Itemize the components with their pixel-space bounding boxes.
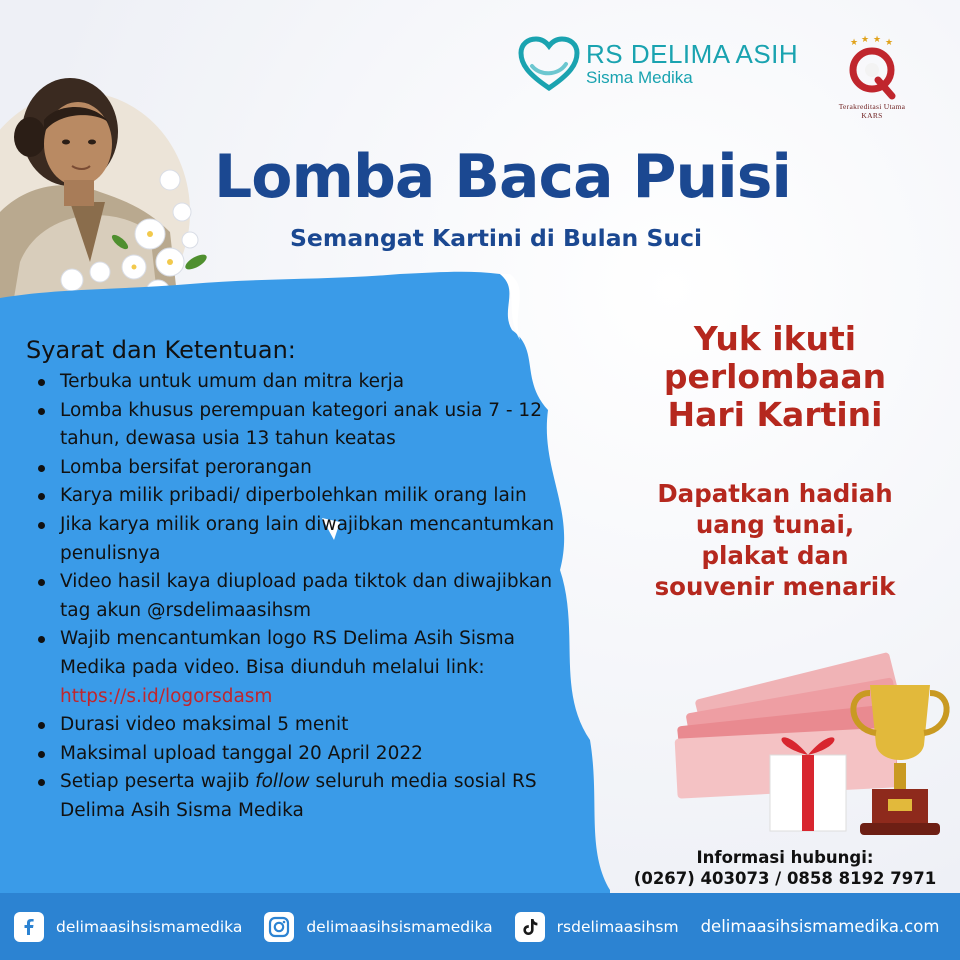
rule-logo-text: Wajib mencantumkan logo RS Delima Asih Sisma Medika pada video. Bisa diunduh melalui link:	[60, 628, 515, 678]
rule-item: Lomba bersifat perorangan	[26, 454, 566, 483]
rule-item-follow	[26, 768, 566, 825]
facebook-handle: delimaasihsismamedika	[56, 917, 243, 936]
page-subtitle: Semangat Kartini di Bulan Suci	[290, 224, 703, 252]
rule-item: Lomba khusus perempuan kategori anak usia 7 - 12 tahun, dewasa usia 13 tahun keatas	[26, 397, 566, 454]
rules-section	[26, 336, 566, 826]
brand-name: RS DELIMA ASIH	[586, 39, 799, 69]
website-link[interactable]: delimaasihsismamedika.com	[700, 917, 940, 936]
rules-list	[26, 368, 566, 826]
tiktok-icon	[515, 912, 545, 942]
contact-info	[630, 848, 940, 890]
promo-line: Hari Kartini	[667, 395, 883, 434]
accreditation-seal-icon	[844, 34, 900, 104]
rule-item: Durasi video maksimal 5 menit	[26, 711, 566, 740]
svg-text:★: ★	[861, 35, 870, 45]
facebook-icon	[14, 912, 44, 942]
logo-download-link[interactable]: https://s.id/logorsdasm	[60, 685, 273, 707]
instagram-link[interactable]	[264, 912, 492, 942]
prize-line: uang tunai,	[695, 510, 855, 539]
prizes-illustration	[670, 625, 960, 845]
svg-text:★: ★	[850, 38, 859, 48]
rule-item: Jika karya milik orang lain diwajibkan mencantumkan penulisnya	[26, 511, 566, 568]
promo-line: perlombaan	[663, 357, 887, 396]
page-title: Lomba Baca Puisi	[214, 142, 791, 212]
tiktok-link[interactable]	[515, 912, 679, 942]
heart-logo-icon	[518, 36, 580, 92]
contact-phones[interactable]: (0267) 403073 / 0858 8192 7971	[633, 869, 937, 888]
rule-item: Video hasil kaya diupload pada tiktok dan diwajibkan tag akun @rsdelimaasihsm	[26, 568, 566, 625]
follow-word: follow	[255, 771, 310, 793]
accreditation-badge	[832, 34, 912, 120]
prize-line: souvenir menarik	[654, 572, 896, 601]
promo-section	[620, 320, 930, 602]
rule-item: Karya milik pribadi/ diperbolehkan milik orang lain	[26, 482, 566, 511]
rule-item-logo	[26, 625, 566, 711]
rules-heading: Syarat dan Ketentuan:	[26, 336, 296, 364]
facebook-link[interactable]	[14, 912, 242, 942]
brand-subtitle: Sisma Medika	[586, 68, 693, 87]
contact-label: Informasi hubungi:	[696, 848, 874, 867]
prize-line: plakat dan	[701, 541, 849, 570]
rule-item: Terbuka untuk umum dan mitra kerja	[26, 368, 566, 397]
instagram-handle: delimaasihsismamedika	[306, 917, 493, 936]
footer-social-bar	[0, 893, 960, 960]
rule-item: Maksimal upload tanggal 20 April 2022	[26, 740, 566, 769]
hospital-logo	[518, 34, 798, 94]
accreditation-text: Terakreditasi Utama KARS	[838, 102, 906, 120]
promo-line: Yuk ikuti	[693, 319, 857, 358]
instagram-icon	[264, 912, 294, 942]
prize-line: Dapatkan hadiah	[657, 479, 893, 508]
svg-text:★: ★	[873, 35, 882, 45]
tiktok-handle: rsdelimaasihsm	[556, 917, 679, 936]
follow-suffix: seluruh media sosial RS Delima Asih Sisma Medika	[60, 771, 537, 821]
follow-prefix: Setiap peserta wajib	[60, 771, 250, 793]
svg-text:★: ★	[885, 38, 894, 48]
